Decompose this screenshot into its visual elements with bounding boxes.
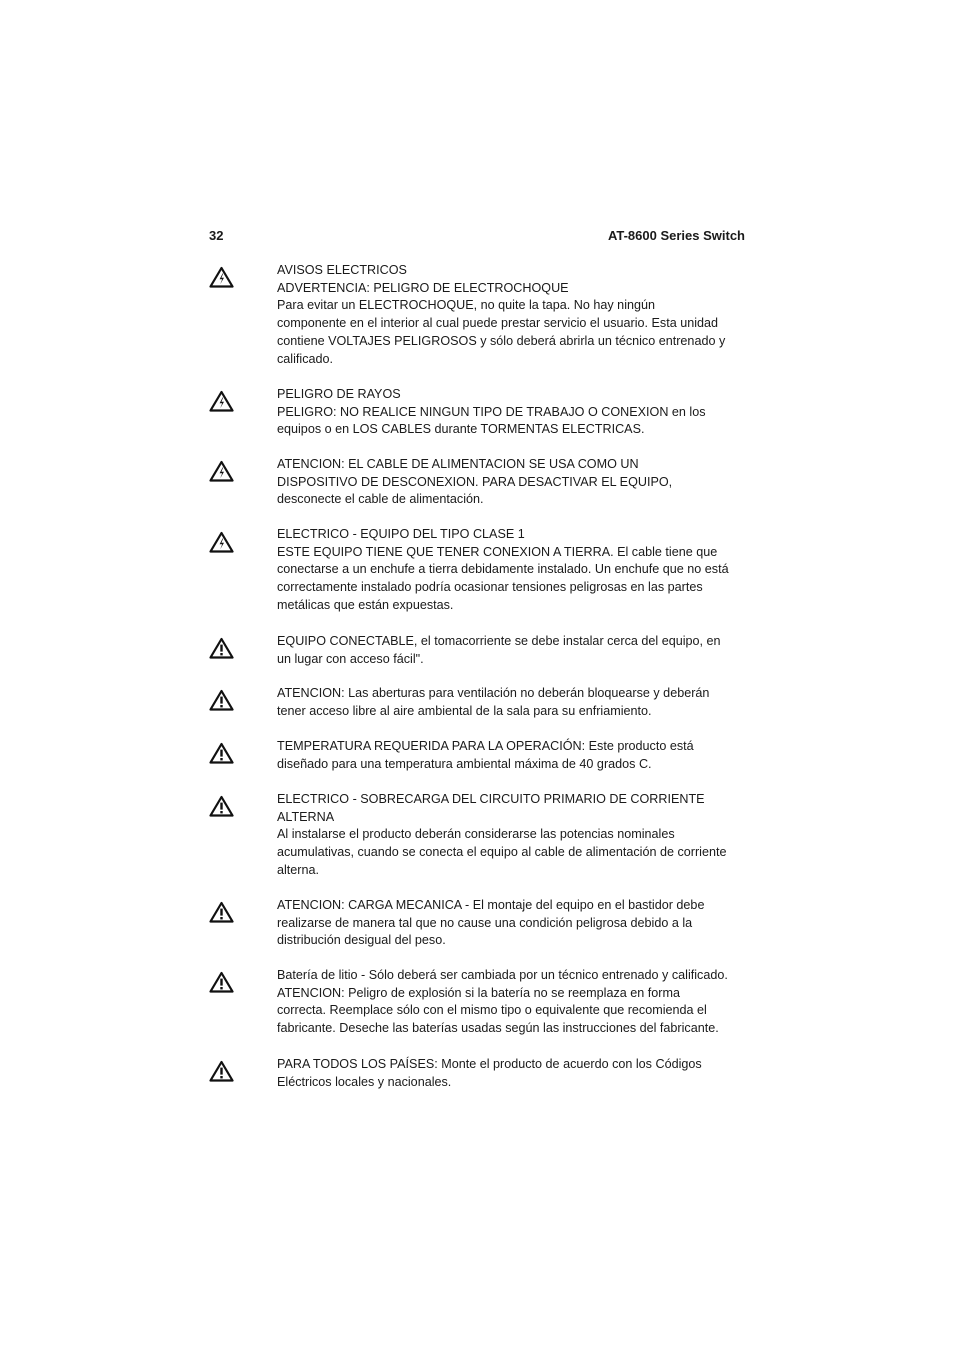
notice-line: diseñado para una temperatura ambiental máxima de 40 grados C. bbox=[277, 756, 652, 771]
electric-warning-icon bbox=[209, 390, 234, 412]
page-header bbox=[209, 228, 745, 246]
notice-line: correcta. Reemplace sólo con el mismo tipo o equivalente que recomienda el bbox=[277, 1003, 707, 1018]
notice-line: alterna. bbox=[277, 862, 320, 877]
notice-line: ATENCION: EL CABLE DE ALIMENTACION SE USA COMO UN bbox=[277, 457, 639, 471]
notice-line: ALTERNA bbox=[277, 809, 335, 824]
caution-icon bbox=[209, 637, 234, 659]
notice-line: Al instalarse el producto deberán considerarse las potencias nominales bbox=[277, 827, 675, 842]
caution-icon bbox=[209, 742, 234, 764]
notice-line: fabricante. Deseche las baterías usadas según las instrucciones del fabricante. bbox=[277, 1021, 719, 1036]
notice-text bbox=[277, 456, 749, 509]
electric-warning-icon bbox=[209, 531, 234, 553]
notice-line: ESTE EQUIPO TIENE QUE TENER CONEXION A TIERRA. El cable tiene que bbox=[277, 544, 718, 559]
notice-text bbox=[277, 897, 749, 950]
caution-icon bbox=[209, 971, 234, 993]
notice-line: distribución desigual del peso. bbox=[277, 933, 446, 948]
notice-line: componente en el interior al cual puede prestar servicio el usuario. Esta unidad bbox=[277, 316, 719, 331]
caution-icon bbox=[209, 1060, 234, 1082]
notice-line: ATENCION: Las aberturas para ventilación no deberán bloquearse y deberán bbox=[277, 686, 710, 700]
notice-line: equipos o en LOS CABLES durante TORMENTAS ELECTRICAS. bbox=[277, 422, 645, 437]
notice-line: calificado. bbox=[277, 351, 334, 366]
notice-text bbox=[277, 1056, 749, 1091]
notice-text bbox=[277, 685, 749, 720]
notice-line: TEMPERATURA REQUERIDA PARA LA OPERACIÓN: Este producto está bbox=[277, 739, 694, 753]
running-title: AT-8600 Series Switch bbox=[607, 228, 745, 243]
notice-line: Batería de litio - Sólo deberá ser cambiada por un técnico entrenado y calificado. bbox=[277, 968, 728, 982]
notice-line: desconecte el cable de alimentación. bbox=[277, 492, 484, 507]
notice-line: PARA TODOS LOS PAÍSES: Monte el producto de acuerdo con los Códigos bbox=[277, 1057, 702, 1071]
notice-line: ELECTRICO - EQUIPO DEL TIPO CLASE 1 bbox=[277, 527, 525, 541]
notice-line: EQUIPO CONECTABLE, el tomacorriente se debe instalar cerca del equipo, en bbox=[277, 634, 721, 648]
notice-text bbox=[277, 633, 749, 668]
notice-line: DISPOSITIVO DE DESCONEXION. PARA DESACTIVAR EL EQUIPO, bbox=[277, 474, 673, 489]
notice-line: correctamente instalado podría ocasionar tensiones peligrosas en las partes bbox=[277, 580, 703, 595]
notice-line: metálicas que están expuestas. bbox=[277, 597, 454, 612]
caution-icon bbox=[209, 901, 234, 923]
electric-warning-icon bbox=[209, 266, 234, 288]
page-number: 32 bbox=[209, 228, 224, 243]
notice-line: acumulativas, cuando se conecta el equipo al cable de alimentación de corriente bbox=[277, 845, 727, 860]
caution-icon bbox=[209, 689, 234, 711]
notice-line: tener acceso libre al aire ambiental de la sala para su enfriamiento. bbox=[277, 703, 652, 718]
notice-text bbox=[277, 738, 749, 773]
notice-line: AVISOS ELECTRICOS bbox=[277, 263, 407, 277]
notice-line: contiene VOLTAJES PELIGROSOS y sólo deberá abrirla un técnico entrenado y bbox=[277, 333, 726, 348]
notice-text bbox=[277, 791, 749, 880]
caution-icon bbox=[209, 795, 234, 817]
notice-line: PELIGRO: NO REALICE NINGUN TIPO DE TRABAJO O CONEXION en los bbox=[277, 404, 706, 419]
notice-line: conectarse a un enchufe a tierra debidamente instalado. Un enchufe que no está bbox=[277, 562, 729, 577]
notice-text bbox=[277, 262, 749, 368]
notice-line: ADVERTENCIA: PELIGRO DE ELECTROCHOQUE bbox=[277, 280, 569, 295]
notice-line: ELECTRICO - SOBRECARGA DEL CIRCUITO PRIMARIO DE CORRIENTE bbox=[277, 792, 705, 806]
notice-line: Para evitar un ELECTROCHOQUE, no quite la tapa. No hay ningún bbox=[277, 298, 656, 313]
notice-text bbox=[277, 386, 749, 439]
notice-line: ATENCION: CARGA MECANICA - El montaje del equipo en el bastidor debe bbox=[277, 898, 705, 912]
notice-line: PELIGRO DE RAYOS bbox=[277, 387, 401, 401]
notice-text bbox=[277, 967, 749, 1038]
notice-line: realizarse de manera tal que no cause una condición peligrosa debido a la bbox=[277, 915, 693, 930]
notice-line: un lugar con acceso fácil". bbox=[277, 651, 424, 666]
notice-line: Eléctricos locales y nacionales. bbox=[277, 1074, 452, 1089]
notice-text bbox=[277, 526, 749, 615]
notice-line: ATENCION: Peligro de explosión si la batería no se reemplaza en forma bbox=[277, 985, 680, 1000]
electric-warning-icon bbox=[209, 460, 234, 482]
